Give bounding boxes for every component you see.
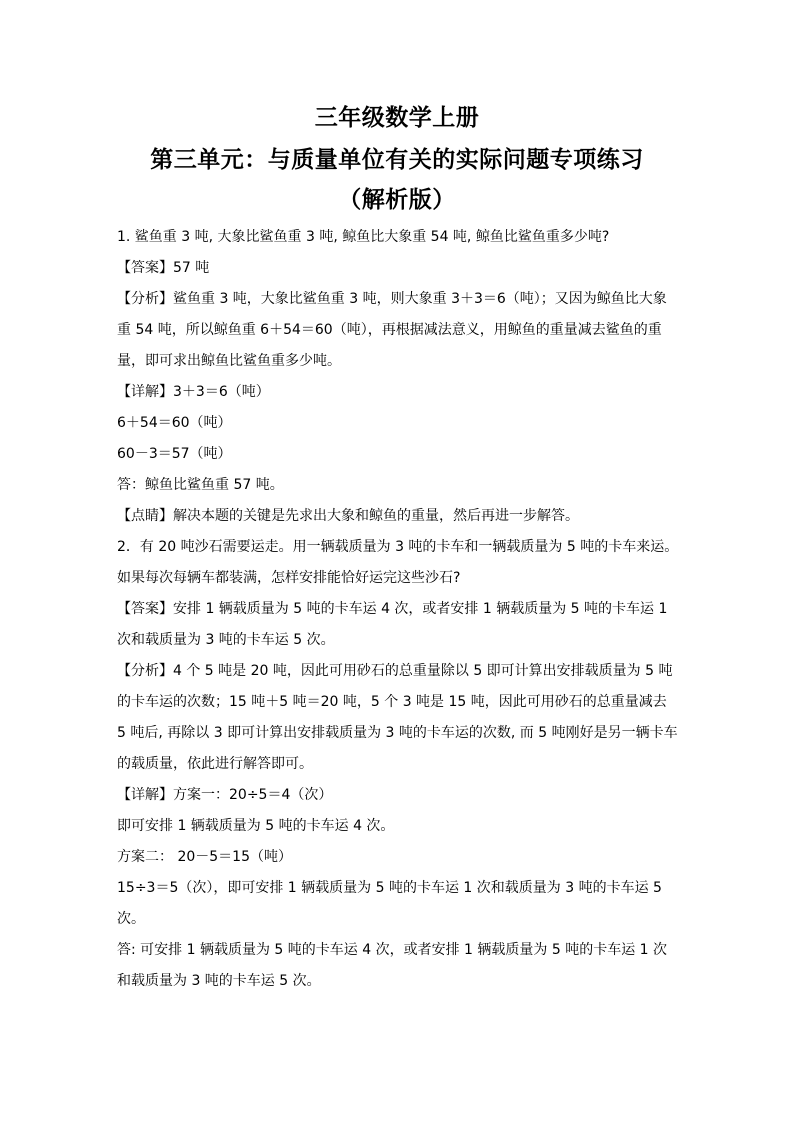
q2-detail-line: 15÷3＝5（次），即可安排 1 辆载质量为 5 吨的卡车运 1 次和载质量为 3 吨的卡车运 5 次。 <box>117 880 662 927</box>
q1-analysis <box>117 284 679 377</box>
q1-analysis-tag: 【分析】 <box>117 291 173 307</box>
q2-analysis <box>117 656 679 780</box>
q1-detail-line: 6＋54＝60（吨） <box>117 415 232 431</box>
q2-detail-line: 即可安排 1 辆载质量为 5 吨的卡车运 4 次。 <box>117 818 395 834</box>
q1-question: 1. 鲨鱼重 3 吨, 大象比鲨鱼重 3 吨, 鲸鱼比大象重 54 吨, 鲸鱼比鲨鱼重多少吨? <box>117 229 610 245</box>
q2-detail-first: 方案一：20÷5＝4（次） <box>173 787 333 803</box>
q2-answer-tag: 【答案】 <box>117 601 173 617</box>
q1-reply: 答：鲸鱼比鲨鱼重 57 吨。 <box>117 477 284 493</box>
q1-tip-text: 解决本题的关键是先求出大象和鲸鱼的重量，然后再进一步解答。 <box>173 508 579 524</box>
q2-answer-text: 安排 1 辆载质量为 5 吨的卡车运 4 次，或者安排 1 辆载质量为 5 吨的卡车运 1 次和载质量为 3 吨的卡车运 5 次。 <box>117 601 668 648</box>
q1-answer-text: 57 吨 <box>173 260 210 276</box>
q1-tip <box>117 501 679 532</box>
q2-detail-line: 方案二： 20－5＝15（吨） <box>117 849 292 865</box>
q2-analysis-text: 4 个 5 吨是 20 吨，因此可用砂石的总重量除以 5 即可计算出安排载质量为 5 吨的卡车运的次数；15 吨＋5 吨＝20 吨，5 个 3 吨是 15 吨，因此可用砂石的总重量减去 5 吨后, 再除以 3 即可计算出安排载质量为 3 吨的卡车运的次数, 而 5 吨刚好是另一辆卡车的载质量，依此进行解答即可。 <box>117 663 678 772</box>
q1-detail-tag: 【详解】 <box>117 384 173 400</box>
q2-detail <box>117 780 679 811</box>
q2-detail-tag: 【详解】 <box>117 787 173 803</box>
q2-reply: 答: 可安排 1 辆载质量为 5 吨的卡车运 4 次，或者安排 1 辆载质量为 5 吨的卡车运 1 次和载质量为 3 吨的卡车运 5 次。 <box>117 942 668 989</box>
document-body <box>117 222 679 997</box>
q1-answer <box>117 253 679 284</box>
q1-answer-tag: 【答案】 <box>117 260 173 276</box>
q1-detail-line: 3＋3＝6（吨） <box>173 384 270 400</box>
q2-analysis-tag: 【分析】 <box>117 663 173 679</box>
q1-tip-tag: 【点睛】 <box>117 508 173 524</box>
q2-answer <box>117 594 679 656</box>
document-edition-label: （解析版） <box>338 187 456 213</box>
document-subtitle: 第三单元：与质量单位有关的实际问题专项练习 <box>150 147 644 173</box>
document-title: 三年级数学上册 <box>314 105 480 131</box>
q2-question: 2．有 20 吨沙石需要运走。用一辆载质量为 3 吨的卡车和一辆载质量为 5 吨的卡车来运。如果每次每辆车都装满，怎样安排能恰好运完这些沙石? <box>117 539 679 586</box>
q1-detail-line: 60－3＝57（吨） <box>117 446 232 462</box>
q1-analysis-text: 鲨鱼重 3 吨，大象比鲨鱼重 3 吨，则大象重 3＋3＝6（吨）；又因为鲸鱼比大象重 54 吨，所以鲸鱼重 6＋54＝60（吨），再根据减法意义，用鲸鱼的重量减去鲨鱼的重量，即可求出鲸鱼比鲨鱼重多少吨。 <box>117 291 667 369</box>
q1-detail <box>117 377 679 408</box>
